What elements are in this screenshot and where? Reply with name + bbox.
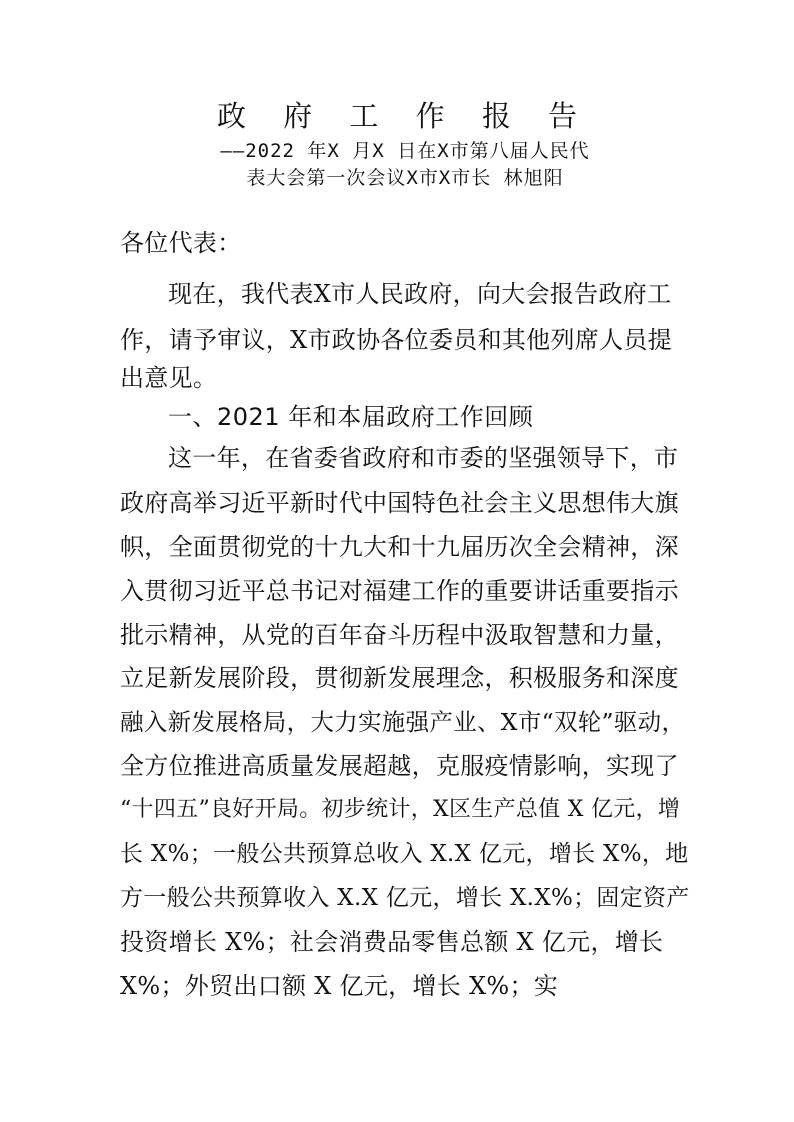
body-line-2: 政府高举习近平新时代中国特色社会主义思想伟大旗 <box>120 489 679 517</box>
body-line-4: 入贯彻习近平总书记对福建工作的重要讲话重要指示 <box>120 577 679 605</box>
body-line-12: 投资增长 X%；社会消费品零售总额 X 亿元，增长 <box>120 928 664 956</box>
document-title: 政 府 工 作 报 告 <box>216 99 592 133</box>
body-line-5: 批示精神，从党的百年奋斗历程中汲取智慧和力量， <box>120 621 679 649</box>
intro-line-3: 出意见。 <box>120 364 218 392</box>
body-line-7: 融入新发展格局，大力实施强产业、X市“双轮”驱动， <box>120 708 686 736</box>
body-line-1: 这一年，在省委省政府和市委的坚强领导下，市 <box>168 444 679 472</box>
intro-line-1: 现在，我代表X市人民政府，向大会报告政府工 <box>168 280 672 308</box>
body-line-9: “十四五”良好开局。初步统计，X区生产总值 X 亿元，增 <box>120 797 681 822</box>
salutation: 各位代表： <box>120 229 242 257</box>
section-heading: 一、2021 年和本届政府工作回顾 <box>168 403 534 431</box>
body-line-8: 全方位推进高质量发展超越，克服疫情影响，实现了 <box>120 752 679 780</box>
body-line-13: X%；外贸出口额 X 亿元，增长 X%；实 <box>120 972 559 1000</box>
body-line-3: 帜，全面贯彻党的十九大和十九届历次全会精神，深 <box>120 533 679 561</box>
body-line-11: 方一般公共预算收入 X.X 亿元，增长 X.X%；固定资产 <box>120 885 690 911</box>
body-line-10: 长 X%；一般公共预算总收入 X.X 亿元，增长 X%，地 <box>120 841 689 867</box>
intro-line-2: 作，请予审议，X市政协各位委员和其他列席人员提 <box>120 326 672 354</box>
body-line-6: 立足新发展阶段，贯彻新发展理念，积极服务和深度 <box>120 664 679 692</box>
subtitle-line-1: ——2022 年X 月X 日在X市第八届人民代 <box>220 140 590 162</box>
subtitle-line-2: 表大会第一次会议X市X市长 林旭阳 <box>246 167 564 189</box>
